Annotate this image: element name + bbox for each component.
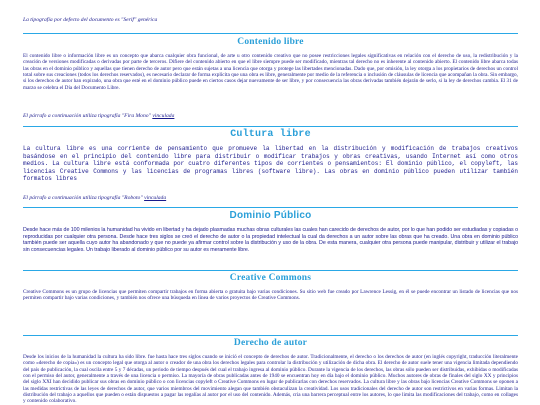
- section-dominio-publico: [23, 207, 518, 253]
- section-derecho-de-autor: [23, 335, 518, 405]
- font-note-roboto: [23, 195, 166, 201]
- font-note-link[interactable]: vinculada: [144, 195, 167, 201]
- section-body: Desde hace más de 100 milenios la humanidad ha vivido en libertad y ha dejado plasmadas muchas obras culturales las cuales han carecido de derechos de autor, por lo que han podido ser estudiadas y copiadas o reproducidas por cualquier otra persona. Desde hace tres siglos se creó el derecho de autor o la propiedad intelectual la cual da derechos a un autor sobre las obras que ha creado. Una obra en dominio público también puede ser aquella cuyo autor ha abandonado y que no puede ya afirmar control sobre la distribución y uso de la obra. De esta manera, cualquier otra persona puede manipular, distribuir y utilizar el trabajo sin consecuencias legales. Un trabajo liberado al dominio público por su autor es meramente libre.: [23, 227, 518, 253]
- section-body: Desde los inicios de la humanidad la cultura ha sido libre. fue hasta hace tres siglos cuando se inició el concepto de derechos de autor. Tradicionalmente, el derecho o los derechos de autor (en inglés copyright, traducción literalmente como «derecho de copia») es un concepto legal que otorga al autor o creador de una obra los derechos legales para controlar la distribución y utilización de dicha obra. El derecho de autor suele tener una vigencia limitada dependiendo del país de publicación, la cual oscila entre 5 y 7 décadas, un periodo de tiempo después del cual el trabajo ingresa al dominio público. Durante la vigencia de los derechos, las obras sólo pueden ser distribuidas, exhibidas o modificadas con el permiso del autor, generalmente a través de una licencia o permiso. La mayoría de obras publicadas antes de 1940 se encuentran hoy en día bajo el dominio público. Muchos autores de obras de finales del siglo XX y principios del siglo XXI han decidido publicar sus obras en dominio público o con licencias copyleft o Creative Commons en lugar de publicarlas con derechos reservados. La cultura libre y las obras bajo licencias Creative Commons se oponen a las medidas restrictivas de las leyes de derechos de autor, que varios miembros del movimiento alegan que también obstaculizan la creatividad. Los usos tradicionales del derecho de autor son restrictivos en varias formas. Limitan la distribución del trabajo a aquellos que pueden o están dispuestos a pagar las regalías al autor por el uso del contenido. Además, cria una barrera perceptual entre los autores, lo que limita las modificaciones del trabajo, como en collages y contenido colaborativo.: [23, 354, 518, 405]
- section-body: El contenido libre o información libre es un concepto que abarca cualquier obra funcional, de arte u otro contenido creativo que no posee restricciones legales significativas en relación con el derecho de uso, la redistribución y la creación de versiones modificadas o derivadas por parte de terceros. Difiere del contenido abierto en que el libre siempre puede ser modificado, mientras tal derecho no es inherente al contenido abierto. El contenido libre abarca todas las obras en el dominio público y aquellas que tienen derecho de autor pero que están sujetas a una licencia que otorga y protege las libertades mencionadas. Dado que, por omisión, la ley otorga a los propietarios de derechos un control total sobre sus creaciones (todos los derechos reservados), es necesario declarar de forma explícita que una obra es libre, generalmente por medio de la referencia o inclusión de cláusulas de licencia que acompañan la obra. Sin embargo, si los derechos de autor han expirado, una obra que esté en el dominio público puede en ciertos casos dejar nuevamente de ser libre, y por consecuencia las obras derivadas también dejarán de serlo, si la ley de derechos cambia. El 31 de marzo se celebra el Día del Documento Libre.: [23, 53, 518, 91]
- font-note-link[interactable]: vinculada: [152, 113, 175, 119]
- section-title: Cultura libre: [230, 129, 311, 140]
- font-note-text: El párrafo a continuación utiliza tipografía "Roboto": [23, 195, 143, 201]
- intro-font-note-text: La tipografía por defecto del documento es "Serif" genérica: [23, 17, 158, 23]
- section-body: La cultura libre es una corriente de pensamiento que promueve la libertad en la distribución y modificación de trabajos creativos basándose en el principio del contenido libre para distribuir o modificar trabajos y obras creativas, usando Internet así como otros medios. La cultura libre está conformada por cuatro diferentes tipos de corrientes o pensamientos: El dominio público, el copyleft, las licencias Creative Commons y las licencias de programas libres (software libre). Las obras en dominio público pueden utilizar también formatos libres: [23, 145, 518, 183]
- font-note-fira-mono: [23, 113, 174, 119]
- section-body: Creative Commons es un grupo de licencias que permiten compartir trabajos en forma abierta o gratuita bajo varias condiciones. Su sitio web fue creado por Lawrence Lessig, en él se puede encontrar un listado de licencias que nos permiten compartir bajo varias condiciones, y también nos ofrece una búsqueda en línea de varios proyectos de Creative Commons.: [23, 289, 518, 302]
- section-creative-commons: [23, 270, 518, 302]
- intro-font-note: [23, 17, 157, 23]
- section-title: Dominio Público: [229, 210, 312, 221]
- section-title: Contenido libre: [237, 37, 304, 47]
- section-cultura-libre: [23, 126, 518, 183]
- section-title: Creative Commons: [229, 273, 312, 283]
- section-title: Derecho de autor: [233, 338, 308, 348]
- section-contenido-libre: [23, 33, 518, 91]
- font-note-text: El párrafo a continuación utiliza tipografía "Fira Mono": [23, 113, 151, 119]
